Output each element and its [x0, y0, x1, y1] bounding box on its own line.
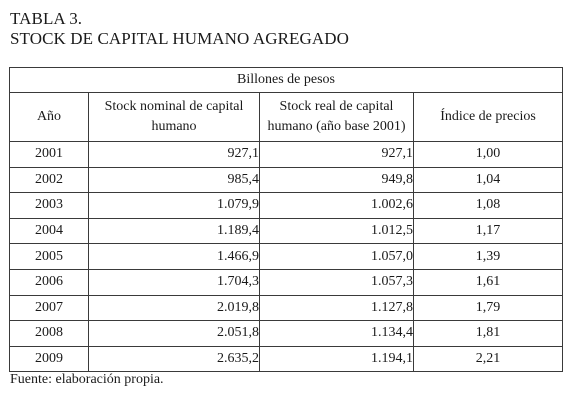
cell-index: 1,08: [414, 193, 563, 219]
cell-real: 1.057,3: [260, 269, 414, 295]
cell-real: 949,8: [260, 167, 414, 193]
title-line-1: TABLA 3.: [10, 9, 83, 28]
table-row: [10, 346, 563, 372]
table-row: [10, 142, 563, 168]
table-title: [10, 9, 349, 49]
header-real-line-1: Stock real de capital: [279, 99, 394, 114]
header-real-line-2: humano (año base 2001): [267, 119, 406, 134]
cell-nominal: 1.466,9: [89, 244, 260, 270]
cell-nominal: 2.051,8: [89, 321, 260, 347]
table-caption: Billones de pesos: [10, 68, 563, 93]
cell-year: 2002: [10, 167, 89, 193]
cell-year: 2001: [10, 142, 89, 168]
cell-real: 1.057,0: [260, 244, 414, 270]
cell-nominal: 2.635,2: [89, 346, 260, 372]
header-year: Año: [10, 93, 89, 142]
cell-index: 1,04: [414, 167, 563, 193]
cell-nominal: 1.704,3: [89, 269, 260, 295]
table-row: [10, 295, 563, 321]
header-real-stock: [260, 93, 414, 142]
cell-year: 2007: [10, 295, 89, 321]
table-row: [10, 321, 563, 347]
cell-index: 2,21: [414, 346, 563, 372]
source-footnote: Fuente: elaboración propia.: [10, 372, 164, 387]
cell-real: 1.194,1: [260, 346, 414, 372]
cell-year: 2003: [10, 193, 89, 219]
cell-real: 1.012,5: [260, 218, 414, 244]
cell-year: 2004: [10, 218, 89, 244]
cell-index: 1,00: [414, 142, 563, 168]
cell-nominal: 1.079,9: [89, 193, 260, 219]
cell-nominal: 985,4: [89, 167, 260, 193]
cell-index: 1,79: [414, 295, 563, 321]
cell-nominal: 1.189,4: [89, 218, 260, 244]
header-nominal-stock: [89, 93, 260, 142]
cell-year: 2009: [10, 346, 89, 372]
table-row: [10, 218, 563, 244]
table-row: [10, 193, 563, 219]
cell-real: 1.134,4: [260, 321, 414, 347]
cell-real: 1.002,6: [260, 193, 414, 219]
cell-year: 2005: [10, 244, 89, 270]
header-row: [10, 93, 563, 142]
cell-index: 1,81: [414, 321, 563, 347]
capital-stock-table: [9, 67, 563, 372]
cell-index: 1,39: [414, 244, 563, 270]
table-row: [10, 167, 563, 193]
cell-index: 1,17: [414, 218, 563, 244]
header-nominal-line-2: humano: [151, 119, 197, 134]
table-row: [10, 244, 563, 270]
cell-year: 2006: [10, 269, 89, 295]
cell-index: 1,61: [414, 269, 563, 295]
cell-nominal: 2.019,8: [89, 295, 260, 321]
table-row: [10, 269, 563, 295]
header-nominal-line-1: Stock nominal de capital: [104, 99, 244, 114]
header-price-index: Índice de precios: [414, 93, 563, 142]
cell-nominal: 927,1: [89, 142, 260, 168]
cell-real: 927,1: [260, 142, 414, 168]
cell-year: 2008: [10, 321, 89, 347]
cell-real: 1.127,8: [260, 295, 414, 321]
title-line-2: STOCK DE CAPITAL HUMANO AGREGADO: [10, 29, 350, 48]
